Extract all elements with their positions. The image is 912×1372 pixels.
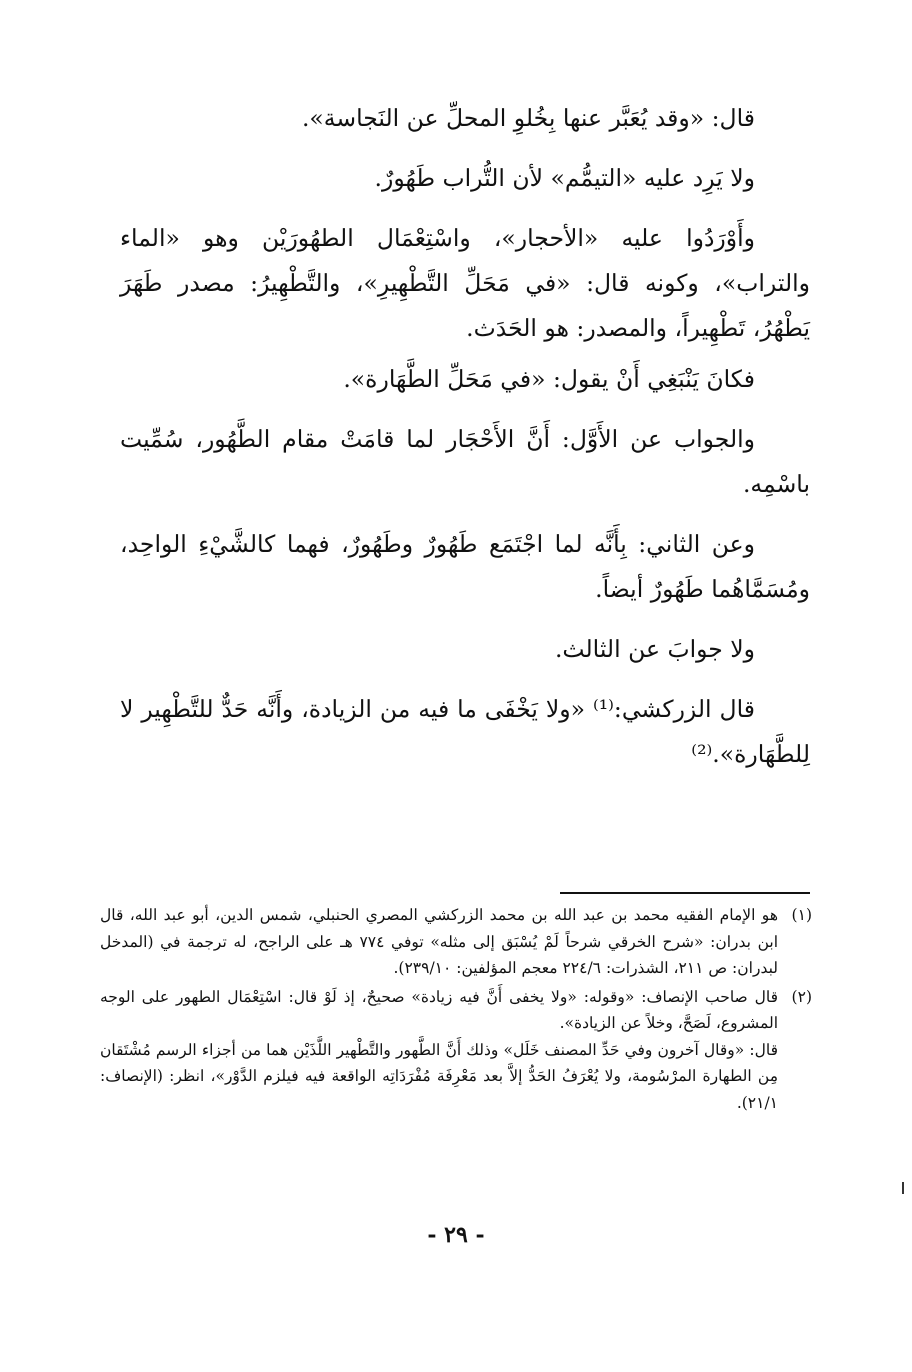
- footnote-text: هو الإمام الفقيه محمد بن عبد الله بن محمد الزركشي المصري الحنبلي، شمس الدين، أبو عبد الله، قال ابن بدران: «شرح الخرقي شرحاً لَمْ يُسْبَق إلى مثله» توفي ٧٧٤ هـ على الراجح، له ترجمة في (المدخل لبدران: ص ٢١١، الشذرات: ٢٢٤/٦ معجم المؤلفين: ٢٣٩/١٠).: [100, 906, 778, 977]
- paragraph-4: فكانَ يَنْبَغِي أَنْ يقول: «في مَحَلِّ الطَّهَارة».: [343, 365, 755, 393]
- footnote-2: [100, 984, 812, 1117]
- paragraph-1: قال: «وقد يُعَبَّر عنها بِخُلوِ المحلِّ عن النَجاسة».: [301, 104, 755, 132]
- paragraph-5: والجواب عن الأَوَّل: أَنَّ الأَحْجَار لما قامَتْ مقام الطَّهُور، سُمِّيت باسْمِه.: [120, 425, 810, 498]
- paragraph-2: ولا يَرِد عليه «التيمُّم» لأن التُّراب طَهُورٌ.: [374, 164, 755, 192]
- footnotes: [100, 902, 812, 1118]
- footnote-number: (٢): [791, 987, 812, 1006]
- footnote-text: قال صاحب الإنصاف: «وقوله: «ولا يخفى أَنَّ فيه زيادة» صحيحٌ، إذ لَوْ قال: اسْتِعْمَال الطهور على الوجه المشروع، لَصَحَّ، وخلاً عن الزيادة».: [100, 987, 778, 1032]
- paragraph-8: قال الزركشي:⁽¹⁾ «ولا يَخْفَى ما فيه من الزيادة، وأَنَّه حَدٌّ للتَّطْهِير لا لِلطَّهَارة».⁽²⁾: [120, 695, 810, 768]
- scan-edge-mark: [902, 1182, 904, 1194]
- page-number: - ٢٩ -: [427, 1222, 485, 1248]
- footnote-text-continued: قال: «وقال آخرون وفي حَدِّ المصنف خَلَل» وذلك أَنَّ الطَّهور والتَّطْهير اللَّذَيْن هما من أجزاء الرسم مُشْتَقان مِن الطهارة المرْسُومة، ولا يُعْرَفُ الحَدُّ إلاَّ بعد مَعْرِفَة مُفْرَدَاتِه الواقعة فيه فيلزم الدَّوْر»، انظر: (الإنصاف: ٢١/١).: [100, 1040, 778, 1112]
- footnote-1: [100, 902, 812, 982]
- paragraph-3: وأَوْرَدُوا عليه «الأحجار»، واسْتِعْمَال الطهُورَيْن وهو «الماء والتراب»، وكونه قال: «في مَحَلِّ التَّطْهِيرِ»، والتَّطْهِيرُ: مصدر طَهَرَ يَطْهُرُ، تَطْهِيراً، والمصدر: هو الحَدَث.: [120, 224, 810, 342]
- paragraph-6: وعن الثاني: بِأَنَّه لما اجْتَمَع طَهُورٌ وطَهُورٌ، فهما كالشَّيْءِ الواحِد، ومُسَمَّاهُما طَهُورٌ أيضاً.: [120, 530, 810, 603]
- footnote-body: [100, 984, 778, 1117]
- footnote-separator: [560, 892, 810, 894]
- main-text: [120, 96, 810, 792]
- footnote-body: [100, 902, 778, 982]
- paragraph-7: ولا جوابَ عن الثالث.: [554, 635, 755, 663]
- footnote-number: (١): [791, 906, 812, 924]
